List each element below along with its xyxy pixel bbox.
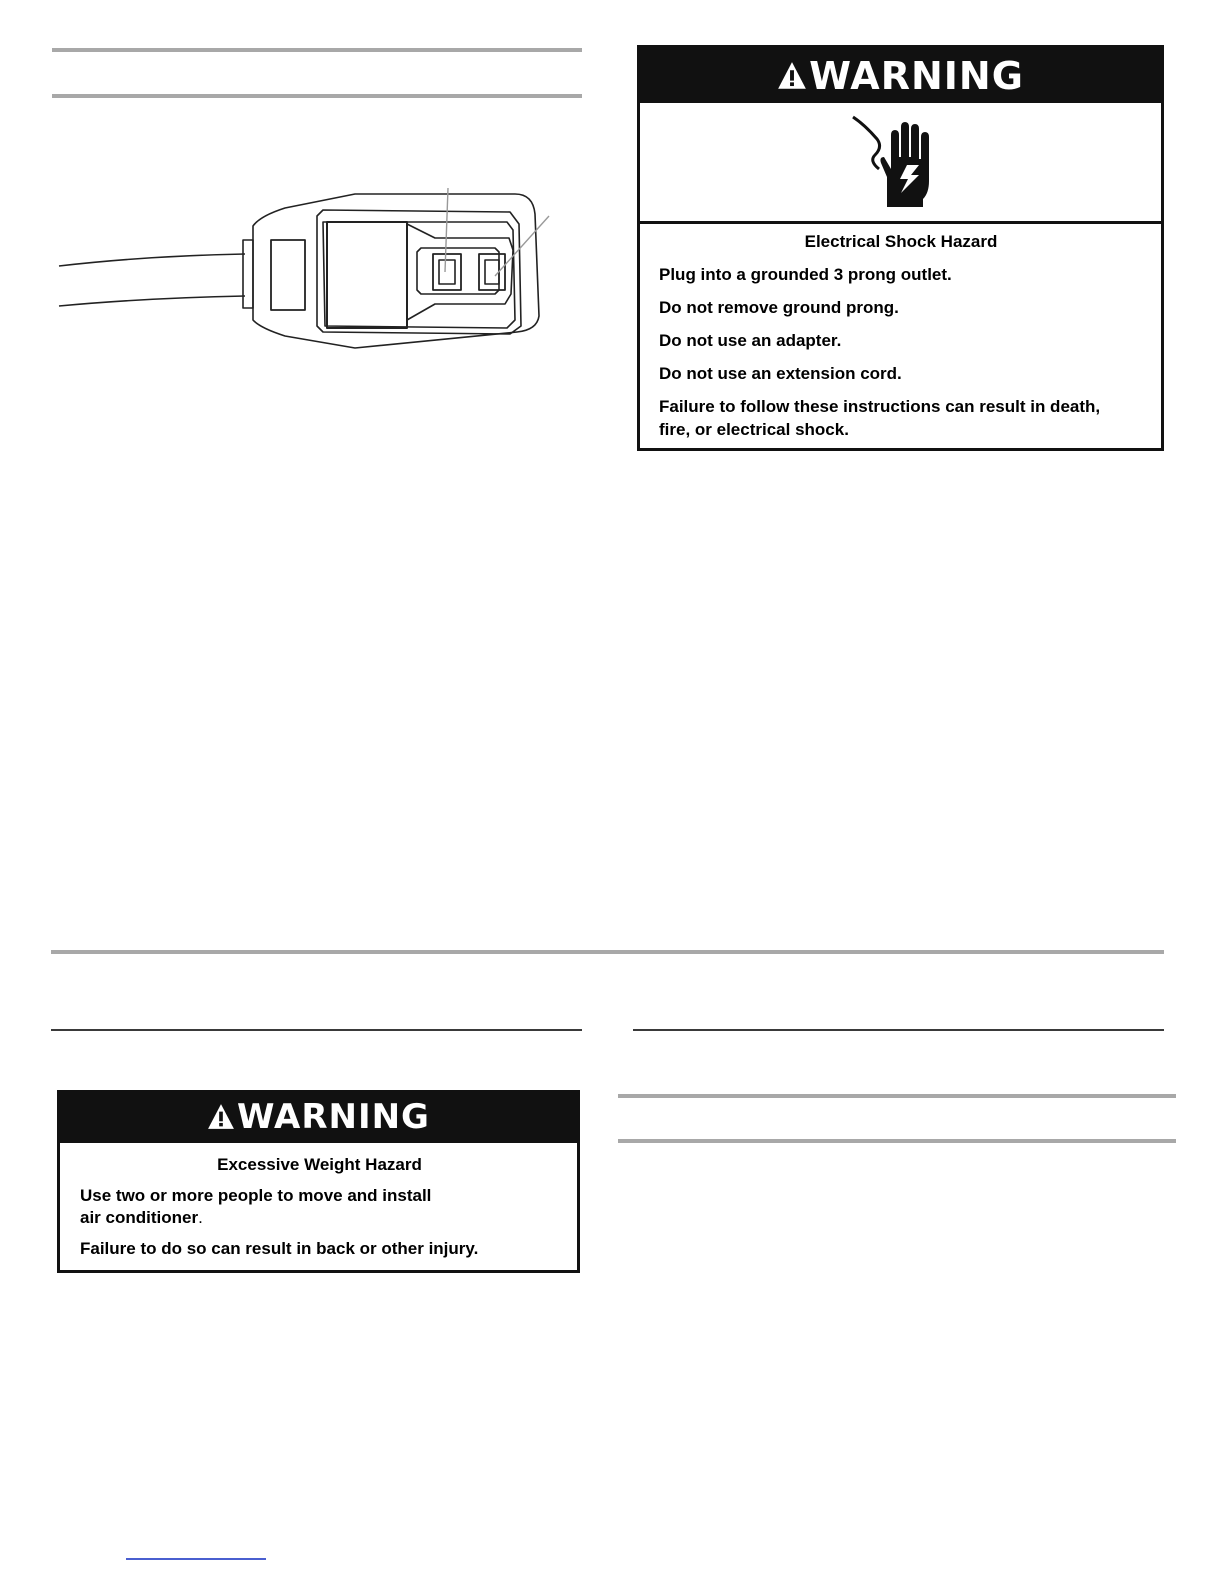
warning-line-2: Do not remove ground prong. [659,298,899,317]
subsection-rule-left [51,1029,582,1031]
warning-triangle-icon [777,61,807,91]
warning-header [60,1093,577,1141]
subsection-rule-right [633,1029,1164,1031]
plug-face-outline [317,210,521,334]
warning-electrical-body [640,224,1161,440]
section-rule-top-left-lower [52,94,582,98]
warning-electrical-shock [637,45,1164,451]
warning-line-1b-text: air conditioner [80,1208,199,1227]
warning-line-1: Plug into a grounded 3 prong outlet. [659,265,952,284]
power-cord-plug-figure [55,180,565,360]
warning-triangle-icon [207,1103,235,1131]
section-rule-right-lower [618,1139,1176,1143]
warning-excessive-weight [57,1090,580,1273]
hazard-title: Electrical Shock Hazard [804,232,998,251]
cord-bottom-line [59,296,245,306]
warning-line-4: Do not use an extension cord. [659,364,902,383]
warning-line-1b-period: . [198,1208,203,1227]
callout-line-2 [495,216,549,276]
strain-relief [243,240,253,308]
warning-weight-body [60,1143,577,1259]
warning-header-text: WARNING [237,1097,430,1137]
warning-consequence-line-2: fire, or electrical shock. [659,420,849,439]
warning-line-1a: Use two or more people to move and install [80,1186,432,1205]
section-rule-full-width [51,950,1164,954]
warning-consequence-line-1: Failure to follow these instructions can result in death, [659,397,1101,416]
electrical-shock-hand-icon [845,113,945,213]
footer-link-underline[interactable] [126,1558,266,1560]
hazard-icon-panel [640,103,1161,224]
cord-top-line [59,254,245,266]
hazard-title: Excessive Weight Hazard [217,1155,422,1174]
warning-header [640,48,1161,103]
warning-line-2: Failure to do so can result in back or other injury. [80,1239,479,1258]
warning-line-3: Do not use an adapter. [659,331,842,350]
plug-body-outline [253,194,539,348]
section-rule-top-left [52,48,582,52]
plug-label-window [271,240,305,310]
section-rule-right-upper [618,1094,1176,1098]
warning-header-text: WARNING [809,53,1024,98]
plug-inner-face [327,222,407,328]
warning-line-1b [80,1208,559,1228]
